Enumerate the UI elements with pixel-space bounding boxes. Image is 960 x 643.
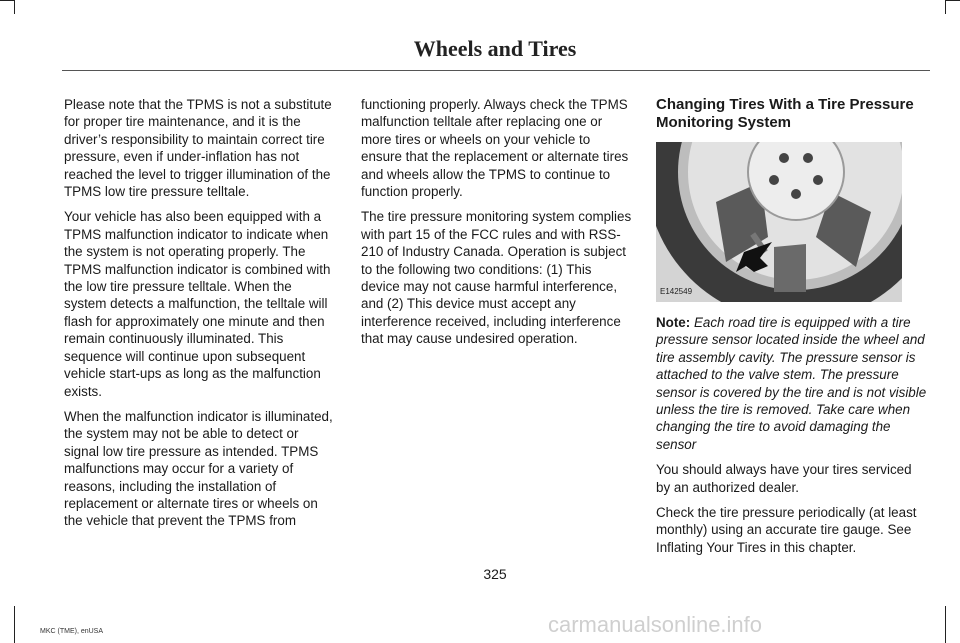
note-text: Each road tire is equipped with a tire pressure sensor located inside the wheel and tire assembly cavity. The pressure sensor is attached to the valve stem. The pressure sensor is covered by the tire and is not visible unless the tire is removed. Take care when changing the tire to avoid damaging the sensor [656, 315, 927, 452]
document-id: MKC (TME), enUSA [40, 628, 104, 635]
header-divider [62, 70, 930, 71]
column-2 [361, 96, 633, 356]
note-label: Note: [656, 315, 691, 330]
column-1 [64, 96, 336, 538]
note [656, 314, 928, 453]
section-heading: Changing Tires With a Tire Pressure Monitoring System [656, 96, 914, 131]
column-3 [656, 96, 928, 564]
watermark-logo: carmanualsonline.info [548, 612, 763, 637]
figure-id: E142549 [660, 286, 693, 296]
page-number: 325 [483, 566, 507, 582]
paragraph: When the malfunction indicator is illuminated, the system may not be able to detect or signal low tire pressure as intended. TPMS malfunctions may occur for a variety of reasons, including the installation of replacement or alternate tires or wheels on the vehicle that prevent the TPMS from [64, 408, 333, 529]
wheel-figure [656, 142, 902, 302]
paragraph: The tire pressure monitoring system complies with part 15 of the FCC rules and with RSS-210 of Industry Canada. Operation is subject to the following two conditions: (1) This device may not cause harmful interference, and (2) This device must accept any interference received, including interference that may cause undesired operation. [361, 209, 632, 347]
paragraph: You should always have your tires serviced by an authorized dealer. [656, 462, 912, 495]
crop-mark [945, 0, 946, 14]
crop-mark [14, 0, 15, 14]
wheel-illustration [656, 142, 902, 302]
paragraph: Please note that the TPMS is not a substitute for proper tire maintenance, and it is the driver’s responsibility to maintain correct tire pressure, even if under-inflation has not reached the level to trigger illumination of the TPMS low tire pressure telltale. [64, 97, 332, 200]
crop-mark [0, 0, 14, 1]
paragraph: functioning properly. Always check the TPMS malfunction telltale after replacing one or more tires or wheels on your vehicle to ensure that the replacement or alternate tires and wheels allow the TPMS to continue to function properly. [361, 97, 629, 200]
crop-mark [945, 606, 946, 643]
paragraph: Check the tire pressure periodically (at least monthly) using an accurate tire gauge. See Inflating Your Tires in this chapter. [656, 505, 917, 555]
paragraph: Your vehicle has also been equipped with a TPMS malfunction indicator to indicate when the system is not operating properly. The TPMS malfunction indicator is combined with the low tire pressure telltale. When the system detects a malfunction, the telltale will flash for approximately one minute and then remain continuously illuminated. This sequence will continue upon subsequent vehicle start-ups as long as the malfunction exists. [64, 209, 331, 399]
page-title: Wheels and Tires [413, 36, 577, 61]
crop-mark [14, 606, 15, 643]
crop-mark [945, 0, 960, 1]
